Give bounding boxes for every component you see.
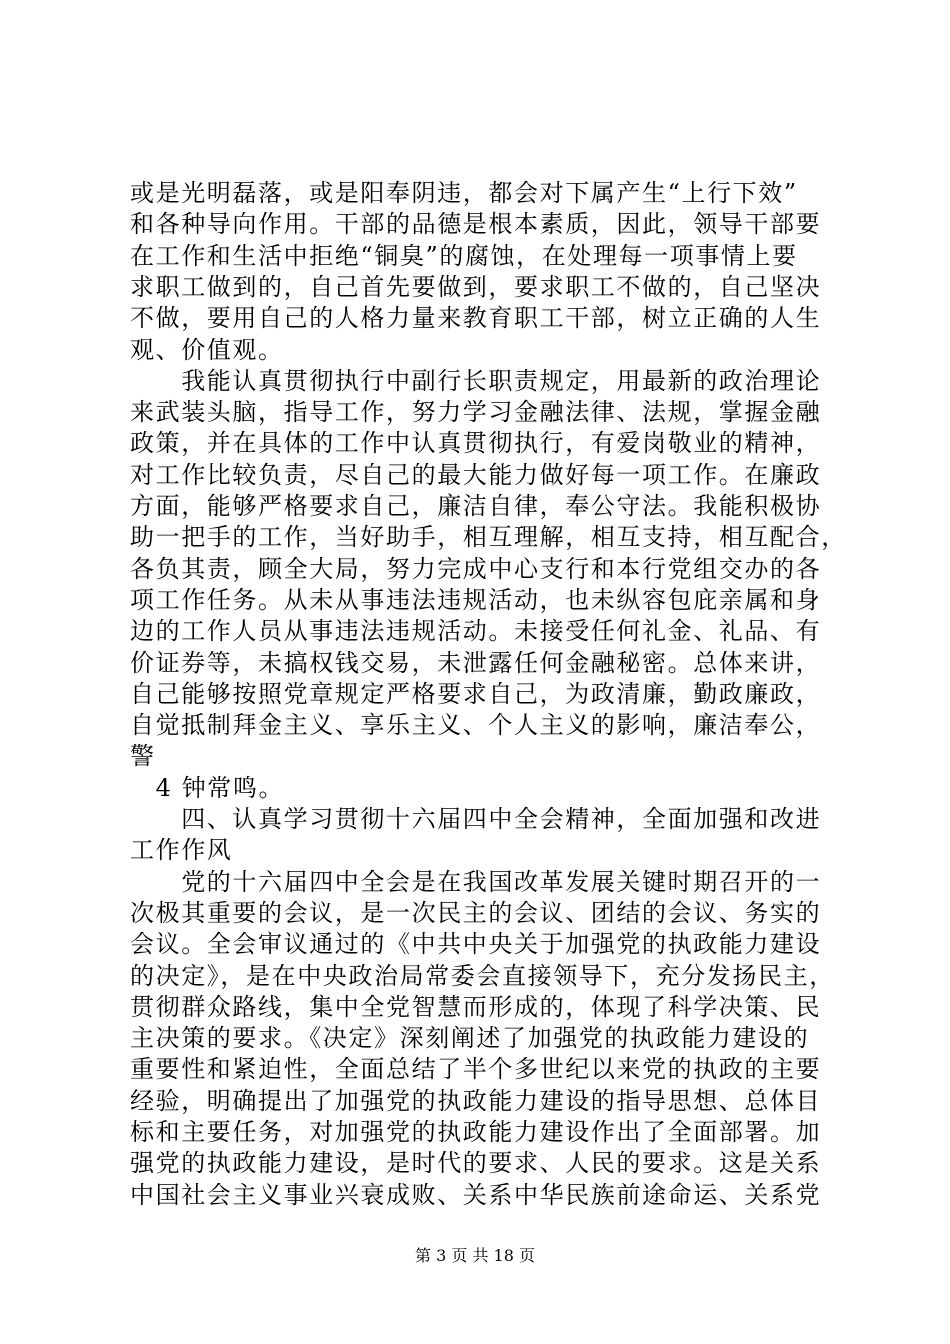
text-line: 项工作任务。从未从事违法违规活动，也未纵容包庇亲属和身 xyxy=(130,585,822,614)
text-line: 的决定》，是在中央政治局常委会直接领导下，充分发扬民主， xyxy=(130,961,835,990)
text-line: 党的十六届四中全会是在我国改革发展关键时期召开的一 xyxy=(130,867,822,896)
text-line: 或是光明磊落，或是阳奉阴违，都会对下属产生“上行下效” xyxy=(130,179,798,207)
text-line: 警 xyxy=(130,742,156,771)
text-line: 政策，并在具体的工作中认真贯彻执行，有爱岗敬业的精神， xyxy=(130,429,822,458)
text-line: 会议。全会审议通过的《中共中央关于加强党的执政能力建设 xyxy=(130,930,822,959)
text-line: 工作作风 xyxy=(130,836,233,865)
text-line: 四、认真学习贯彻十六届四中全会精神，全面加强和改进 xyxy=(130,805,822,833)
text-line: 助一把手的工作，当好助手，相互理解，相互支持，相互配合， xyxy=(130,523,847,552)
text-line: 不做，要用自己的人格力量来教育职工干部，树立正确的人生 xyxy=(130,304,822,333)
text-line: 方面，能够严格要求自己，廉洁自律，奉公守法。我能积极协 xyxy=(130,492,822,520)
text-line: 4 钟常鸣。 xyxy=(130,773,285,802)
text-line: 我能认真贯彻执行中副行长职责规定，用最新的政治理论 xyxy=(130,366,822,395)
text-line: 在工作和生活中拒绝“铜臭”的腐蚀，在处理每一项事情上要 xyxy=(130,241,798,270)
text-line: 边的工作人员从事违法违规活动。未接受任何礼金、礼品、有 xyxy=(130,617,822,646)
text-line: 对工作比较负责，尽自己的最大能力做好每一项工作。在廉政 xyxy=(130,460,822,489)
text-line: 价证券等，未搞权钱交易，未泄露任何金融秘密。总体来讲， xyxy=(130,648,822,677)
page-footer: 第 3 页 共 18 页 xyxy=(415,1246,535,1265)
text-line: 求职工做到的，自己首先要做到，要求职工不做的，自己坚决 xyxy=(130,272,822,301)
text-line: 观、价值观。 xyxy=(130,335,284,364)
text-line: 主决策的要求。《决定》深刻阐述了加强党的执政能力建设的 xyxy=(130,1024,810,1053)
text-line: 自觉抵制拜金主义、享乐主义、个人主义的影响，廉洁奉公， xyxy=(130,711,822,740)
text-line: 强党的执政能力建设，是时代的要求、人民的要求。这是关系 xyxy=(130,1149,822,1178)
text-line: 和各种导向作用。干部的品德是根本素质，因此，领导干部要 xyxy=(130,210,822,239)
text-line: 重要性和紧迫性，全面总结了半个多世纪以来党的执政的主要 xyxy=(130,1055,822,1084)
text-line: 经验，明确提出了加强党的执政能力建设的指导思想、总体目 xyxy=(130,1086,822,1115)
text-line: 贯彻群众路线，集中全党智慧而形成的，体现了科学决策、民 xyxy=(130,992,822,1021)
text-line: 次极其重要的会议，是一次民主的会议、团结的会议、务实的 xyxy=(130,898,822,927)
text-line: 标和主要任务，对加强党的执政能力建设作出了全面部署。加 xyxy=(130,1118,822,1146)
text-line: 来武装头脑，指导工作，努力学习金融法律、法规，掌握金融 xyxy=(130,398,822,427)
text-line: 各负其责，顾全大局，努力完成中心支行和本行党组交办的各 xyxy=(130,554,822,583)
text-line: 中国社会主义事业兴衰成败、关系中华民族前途命运、关系党 xyxy=(130,1180,822,1209)
text-line: 自己能够按照党章规定严格要求自己，为政清廉，勤政廉政， xyxy=(130,679,822,708)
